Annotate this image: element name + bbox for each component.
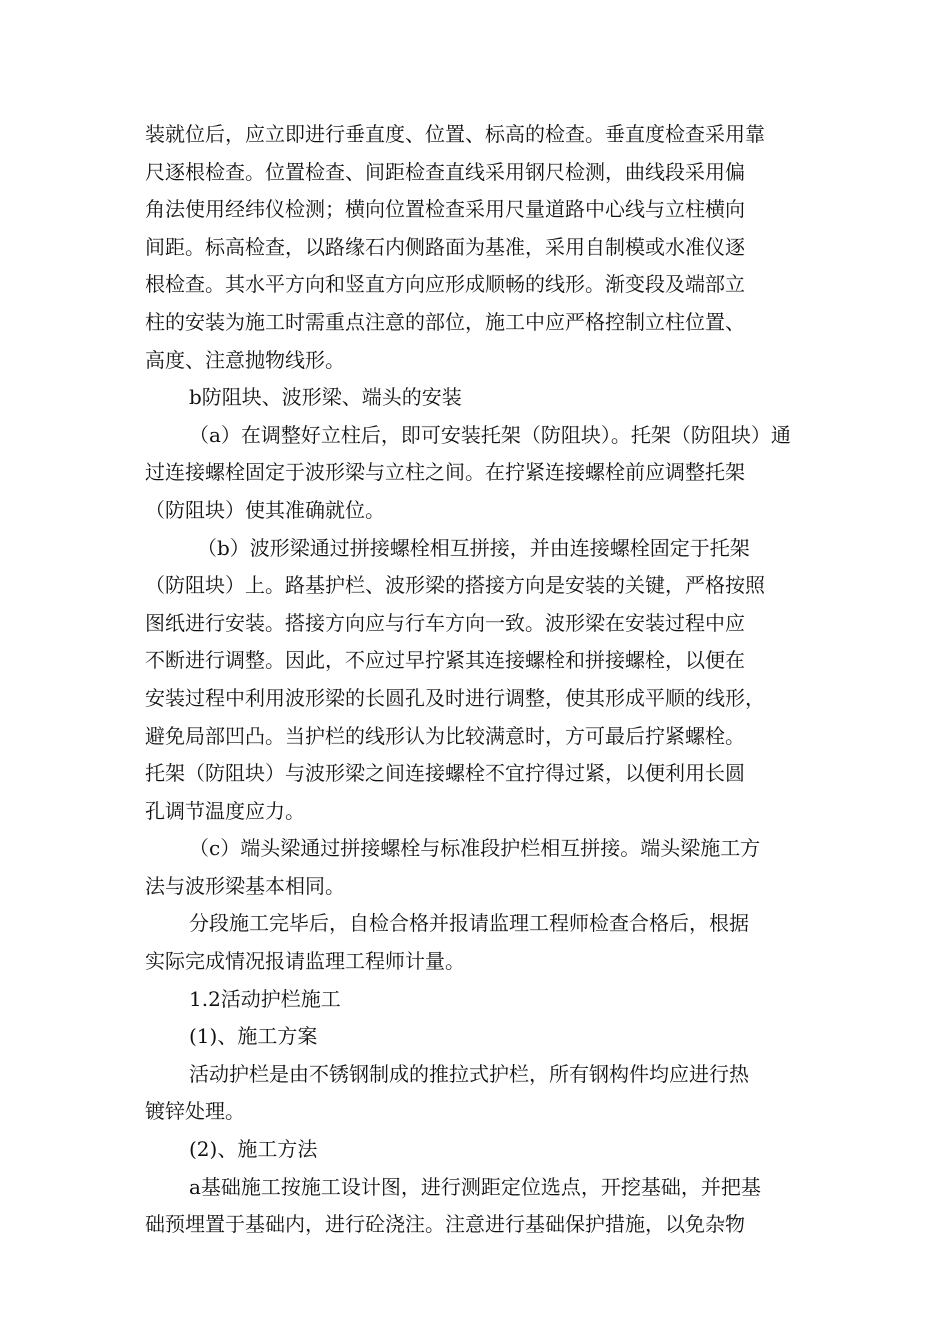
text-line: 避免局部凹凸。当护栏的线形认为比较满意时，方可最后拧紧螺栓。 <box>145 723 745 748</box>
text-line: （a）在调整好立柱后，即可安装托架（防阻块）。托架（防阻块）通 <box>189 422 791 447</box>
document-body <box>145 116 815 1244</box>
text-line: 根检查。其水平方向和竖直方向应形成顺畅的线形。渐变段及端部立 <box>145 272 745 297</box>
text-line: 柱的安装为施工时需重点注意的部位，施工中应严格控制立柱位置、 <box>145 309 745 334</box>
text-line: 角法使用经纬仪检测；横向位置检查采用尺量道路中心线与立柱横向 <box>145 197 745 222</box>
text-line: 尺逐根检查。位置检查、间距检查直线采用钢尺检测，曲线段采用偏 <box>145 159 745 184</box>
text-line: 图纸进行安装。搭接方向应与行车方向一致。波形梁在安装过程中应 <box>145 610 745 635</box>
text-line: 不断进行调整。因此，不应过早拧紧其连接螺栓和拼接螺栓，以便在 <box>145 648 745 673</box>
text-line: 活动护栏是由不锈钢制成的推拉式护栏，所有钢构件均应进行热 <box>189 1061 749 1086</box>
section-heading: 1.2活动护栏施工 <box>189 986 341 1011</box>
text-line: 镀锌处理。 <box>145 1099 245 1124</box>
text-line: （b）波形梁通过拼接螺栓相互拼接，并由连接螺栓固定于托架 <box>197 535 750 560</box>
text-line: a基础施工按施工设计图，进行测距定位选点，开挖基础，并把基 <box>189 1174 761 1199</box>
text-line: 安装过程中利用波形梁的长圆孔及时进行调整，使其形成平顺的线形， <box>145 685 765 710</box>
text-line: 础预埋置于基础内，进行砼浇注。注意进行基础保护措施，以免杂物 <box>145 1212 745 1237</box>
text-line: 实际完成情况报请监理工程师计量。 <box>145 949 465 974</box>
section-heading: b防阻块、波形梁、端头的安装 <box>189 385 462 410</box>
text-line: （防阻块）上。路基护栏、波形梁的搭接方向是安装的关键，严格按照 <box>145 573 765 598</box>
text-line: 分段施工完毕后，自检合格并报请监理工程师检查合格后，根据 <box>189 911 749 936</box>
text-line: 装就位后，应立即进行垂直度、位置、标高的检查。垂直度检查采用靠 <box>145 122 765 146</box>
subsection-heading: (1)、施工方案 <box>189 1024 318 1049</box>
text-line: （c）端头梁通过拼接螺栓与标准段护栏相互拼接。端头梁施工方 <box>189 836 761 861</box>
text-line: 法与波形梁基本相同。 <box>145 873 345 898</box>
text-line: 孔调节温度应力。 <box>145 798 305 823</box>
text-line: 间距。标高检查，以路缘石内侧路面为基准，采用自制模或水准仪逐 <box>145 234 745 259</box>
text-line: （防阻块）使其准确就位。 <box>145 497 385 522</box>
text-line: 高度、注意抛物线形。 <box>145 347 345 372</box>
text-line: 过连接螺栓固定于波形梁与立柱之间。在拧紧连接螺栓前应调整托架 <box>145 460 745 485</box>
subsection-heading: (2)、施工方法 <box>189 1137 318 1162</box>
text-line: 托架（防阻块）与波形梁之间连接螺栓不宜拧得过紧，以便利用长圆 <box>145 761 745 786</box>
